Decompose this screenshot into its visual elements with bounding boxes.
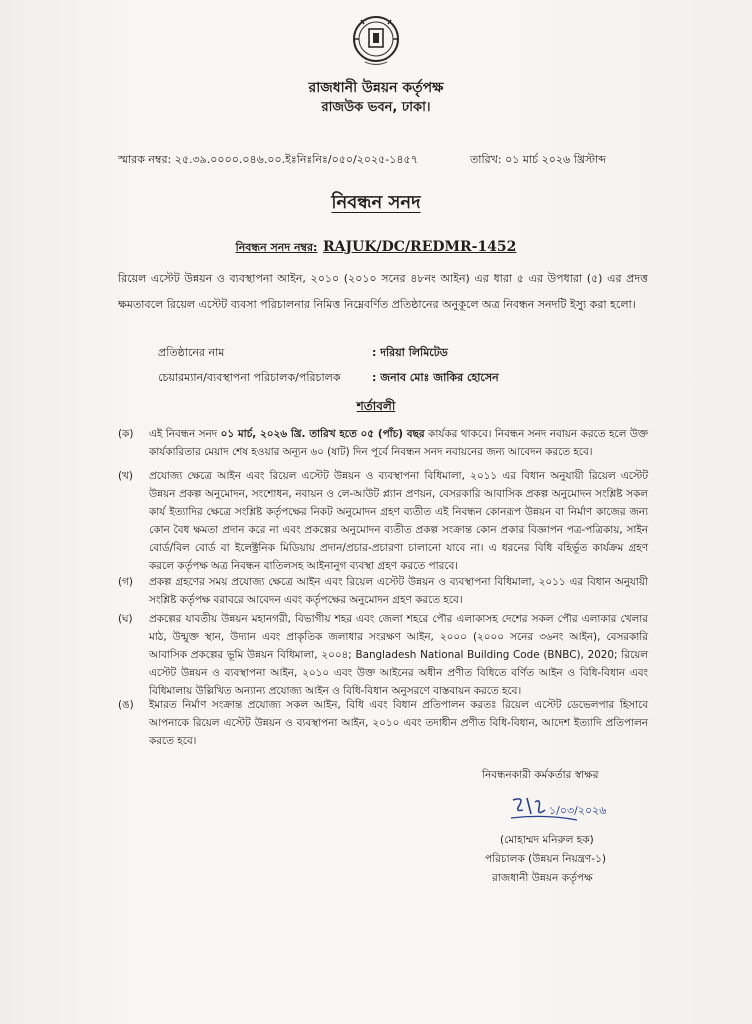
organization-name: রাজধানী উন্নয়ন কর্তৃপক্ষ (308, 80, 444, 96)
certificate-number-label: নিবন্ধন সনদ নম্বর: (235, 241, 318, 254)
certificate-number (0, 236, 752, 258)
condition-item (118, 573, 648, 609)
intro-paragraph: রিয়েল এস্টেট উন্নয়ন ও ব্যবস্থাপনা আইন, ২০১০ (২০১০ সনের ৪৮নং আইন) এর ধারা ৫ এর উপধারা (৫) এর প্রদত্ত ক্ষমতাবলে রিয়েল এস্টেট ব্যবসা পরিচালনার নিমিত্ত নিম্নেবর্ণিত প্রতিষ্ঠানের অনুকূলে অত্র নিবন্ধন সনদটি ইস্যু করা হলো। (118, 272, 648, 311)
condition-item (118, 467, 648, 575)
condition-text-bold: ০১ মার্চ, ২০২৬ খ্রি. তারিখ হতে ০৫ (পাঁচ) বছর (220, 428, 425, 440)
memo-number: স্মারক নম্বর: ২৫.৩৯.০০০০.০৪৬.০০.ইঃনিঃনিঃ/০৫০/২০২৫-১৪৫৭ (118, 153, 418, 166)
company-name-label: প্রতিষ্ঠানের নাম (158, 346, 225, 359)
chairman-label: চেয়ারম্যান/ব্যবস্থাপনা পরিচালক/পরিচালক (158, 371, 341, 384)
conditions-title: শর্তাবলী (356, 399, 396, 413)
rajuk-logo-icon (351, 14, 401, 70)
signature-date: ১/০৩/২০২৬ (549, 804, 607, 817)
condition-marker: (ঘ) (118, 613, 133, 625)
condition-marker: (ঙ) (118, 699, 134, 711)
condition-text: প্রকল্প গ্রহণের সময় প্রযোজ্য ক্ষেত্রে আইন এবং রিয়েল এস্টেট উন্নয়ন ও ব্যবস্থাপনা বিধিমালা, ২০১১ এর বিধান অনুযায়ী সংশ্লিষ্ট কর্তৃপক্ষ বরাবরে আবেদন এবং কর্তৃপক্ষের অনুমোদন গ্রহণ করতে হবে। (149, 576, 648, 606)
condition-item (118, 696, 648, 750)
condition-item (118, 425, 648, 461)
condition-text-post: কার্যকর থাকবে। নিবন্ধন সনদ নবায়ন করতে হলে উক্ত কার্যকারিতার মেয়াদ শেষ হওয়ার অন্যূন ৬০ (ষাট) দিন পূর্বে নিবন্ধন সনদ নবায়নের জন্য আবেদন করতে হবে। (149, 428, 648, 458)
condition-text-pre: এই নিবন্ধন সনদ (149, 428, 221, 440)
condition-text: প্রযোজ্য ক্ষেত্রে আইন এবং রিয়েল এস্টেট উন্নয়ন ও ব্যবস্থাপনা বিধিমালা, ২০১১ এর বিধান অনুযায়ী রিয়েল এস্টেট উন্নয়ন প্রকল্প অনুমোদন, সংশোধন, নবায়ন ও লে-আউট প্ল্যান প্রণয়ন, বেসরকারি আবাসিক প্রকল্প অনুমোদন সংশ্লিষ্ট সকল কার্য ইত্যাদির ক্ষেত্রে সংশ্লিষ্ট কর্তৃপক্ষের নিকট অনুমোদন গ্রহণ ব্যতীত এই নিবন্ধন কোনরূপ উন্নয়ন বা নির্মাণ কাজের জন্য কোন বৈধ ক্ষমতা প্রদান করে না এবং প্রকল্পের অনুমোদন ব্যতীত প্রকল্প সংক্রান্ত কোন প্রকার বিজ্ঞাপন পত্র-পত্রিকায়, সাইন বোর্ড/বিল বোর্ড বা ইলেক্ট্রনিক মিডিয়ায় প্রদান/প্রচার-প্রচারণা চালানো যাবে না। এ ধরনের বিধি বহির্ভূত কার্যক্রম গ্রহণ করলে কর্তৃপক্ষ অত্র নিবন্ধন বাতিলসহ আইনানুগ ব্যবস্থা গ্রহণ করতে পারবে। (149, 470, 648, 572)
condition-marker: (গ) (118, 576, 133, 588)
document-title-text: নিবন্ধন সনদ (331, 192, 421, 213)
condition-marker: (খ) (118, 470, 133, 482)
signatory-office: রাজধানী উন্নয়ন কর্তৃপক্ষ (492, 872, 593, 884)
signatory-designation: পরিচালক (উন্নয়ন নিয়ন্ত্রণ-১) (485, 853, 606, 865)
chairman-value: : জনাব মোঃ জাকির হোসেন (372, 371, 499, 384)
company-name-value: : দরিয়া লিমিটেড (372, 346, 448, 359)
signatory-name: (মোহাম্মদ মনিরুল হক) (500, 834, 594, 846)
condition-text: ইমারত নির্মাণ সংক্রান্ত প্রযোজ্য সকল আইন, বিধি এবং বিধান প্রতিপালন করতঃ রিয়েল এস্টেট ডেভেলপার হিসাবে আপনাকে রিয়েল এস্টেট উন্নয়ন ও ব্যবস্থাপনা আইন, ২০১০ এবং তদাধীন প্রণীত বিধি-বিধান, আদেশ ইত্যাদি প্রতিপালন করতে হবে। (149, 699, 648, 747)
signature-label: নিবন্ধনকারী কর্মকর্তার স্বাক্ষর (482, 769, 599, 781)
condition-text: প্রকল্পের যাবতীয় উন্নয়ন মহানগরী, বিভাগীয় শহর এবং জেলা শহরে পৌর এলাকাসহ দেশের সকল পৌর এলাকার খেলার মাঠ, উন্মুক্ত স্থান, উদ্যান এবং প্রাকৃতিক জলাধার সংরক্ষণ আইন, ২০০০ (২০০০ সনের ৩৬নং আইন), বেসরকারি আবাসিক প্রকল্পের ভূমি উন্নয়ন বিধিমালা, ২০০৪; Bangladesh National Building Code (BNBC), 2020; রিয়েল এস্টেট উন্নয়ন ও ব্যবস্থাপনা আইন, ২০১০ এবং উক্ত আইনের অধীন প্রণীত বিধিতে বর্ণিত আইন ও বিধি-বিধান এবং বিধিমালায় উল্লিখিত অন্যান্য প্রযোজ্য আইন ও বিধি-বিধান অনুসরণে বাস্তবায়ন করতে হবে। (149, 613, 648, 697)
condition-marker: (ক) (118, 428, 134, 440)
certificate-number-value: RAJUK/DC/REDMR-1452 (323, 239, 517, 255)
document-title (0, 188, 752, 219)
condition-text (149, 425, 648, 461)
organization-address: রাজউক ভবন, ঢাকা। (321, 100, 431, 115)
condition-item (118, 610, 648, 700)
issue-date: তারিখ: ০১ মার্চ ২০২৬ খ্রিস্টাব্দ (470, 153, 606, 166)
signature-mark (505, 792, 625, 832)
